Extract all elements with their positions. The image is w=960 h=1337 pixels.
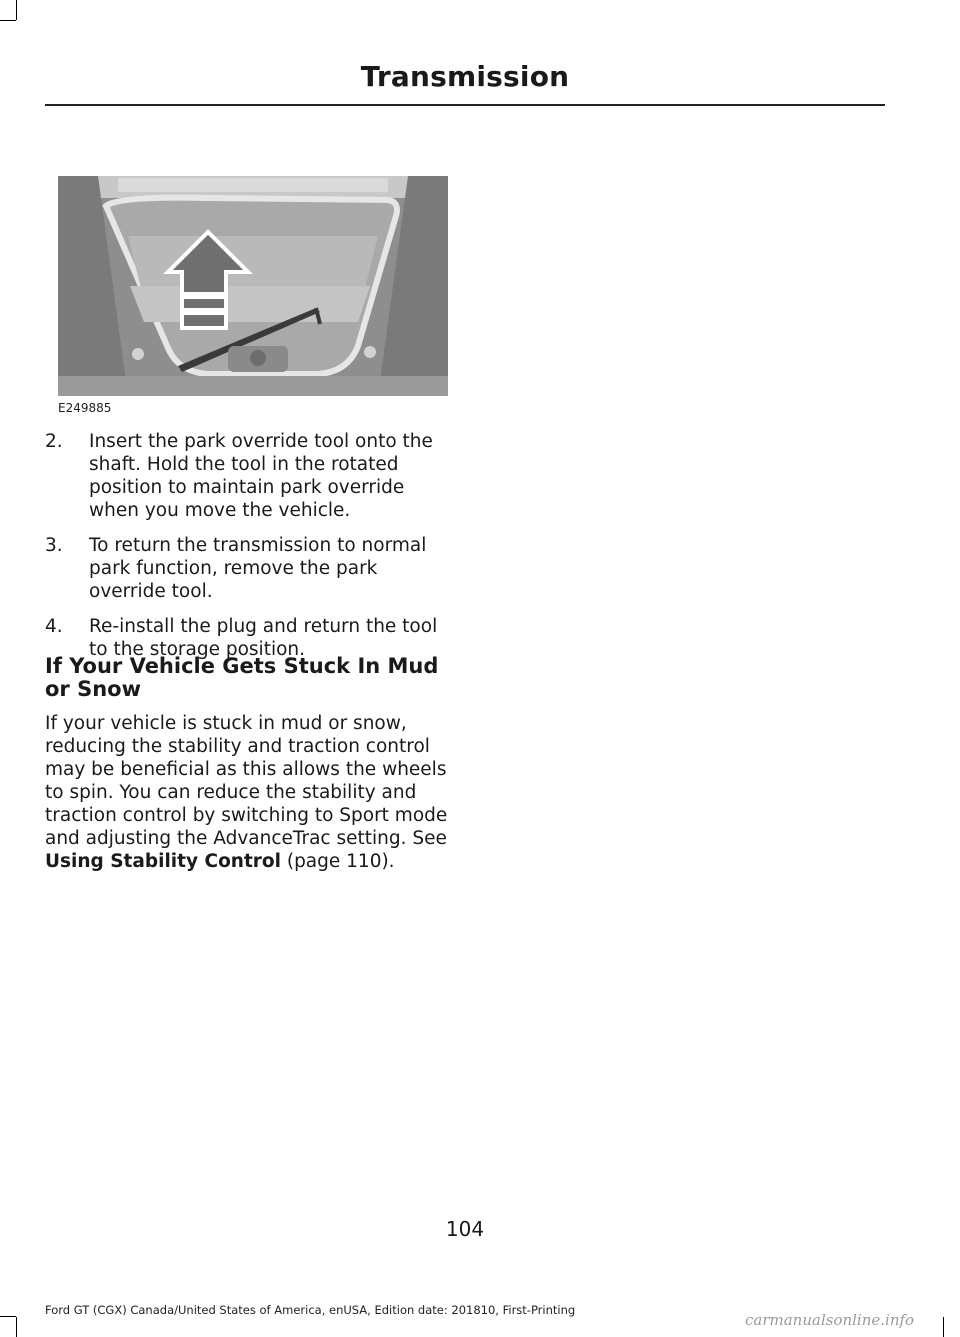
cross-reference-link[interactable]: Using Stability Control — [45, 851, 281, 872]
step-number: 2. — [45, 431, 63, 452]
footer-edition-info: Ford GT (CGX) Canada/United States of America, enUSA, Edition date: 201810, First-Printing — [45, 1303, 576, 1317]
crop-mark-bottom-right-v — [943, 1317, 944, 1337]
page-reference: (page 110). — [280, 851, 395, 872]
header-divider — [45, 104, 885, 106]
step-text: Insert the park override tool onto the shaft. Hold the tool in the rotated position to maintain park override when you move the vehicle. — [89, 431, 433, 521]
page-number: 104 — [445, 1217, 485, 1241]
body-text: If your vehicle is stuck in mud or snow, reducing the stability and traction control may be beneficial as this allows the wheels to spin. You can reduce the stability and traction control by switching to Sport mode and adjusting the AdvanceTrac setting. See — [45, 713, 448, 849]
step-item — [45, 534, 455, 603]
figure-id: E249885 — [58, 401, 112, 415]
park-override-figure — [58, 176, 448, 396]
page-title: Transmission — [360, 60, 570, 93]
park-override-access-arrow-icon — [58, 176, 448, 396]
section-heading: If Your Vehicle Gets Stuck In Mud or Snow — [45, 654, 439, 701]
step-text: To return the transmission to normal park function, remove the park override tool. — [89, 535, 427, 602]
step-text: Re-install the plug and return the tool to the storage position. — [89, 616, 438, 660]
watermark: carmanualsonline.info — [745, 1311, 915, 1329]
step-number: 4. — [45, 616, 63, 637]
section-body — [45, 712, 457, 873]
crop-mark-top-left-h — [0, 20, 16, 21]
step-number: 3. — [45, 535, 63, 556]
crop-mark-bottom-left-v — [16, 1317, 17, 1337]
crop-mark-top-left-v — [16, 0, 17, 20]
procedure-steps — [45, 430, 455, 673]
step-item — [45, 430, 455, 522]
crop-mark-bottom-left-h — [0, 1316, 16, 1317]
